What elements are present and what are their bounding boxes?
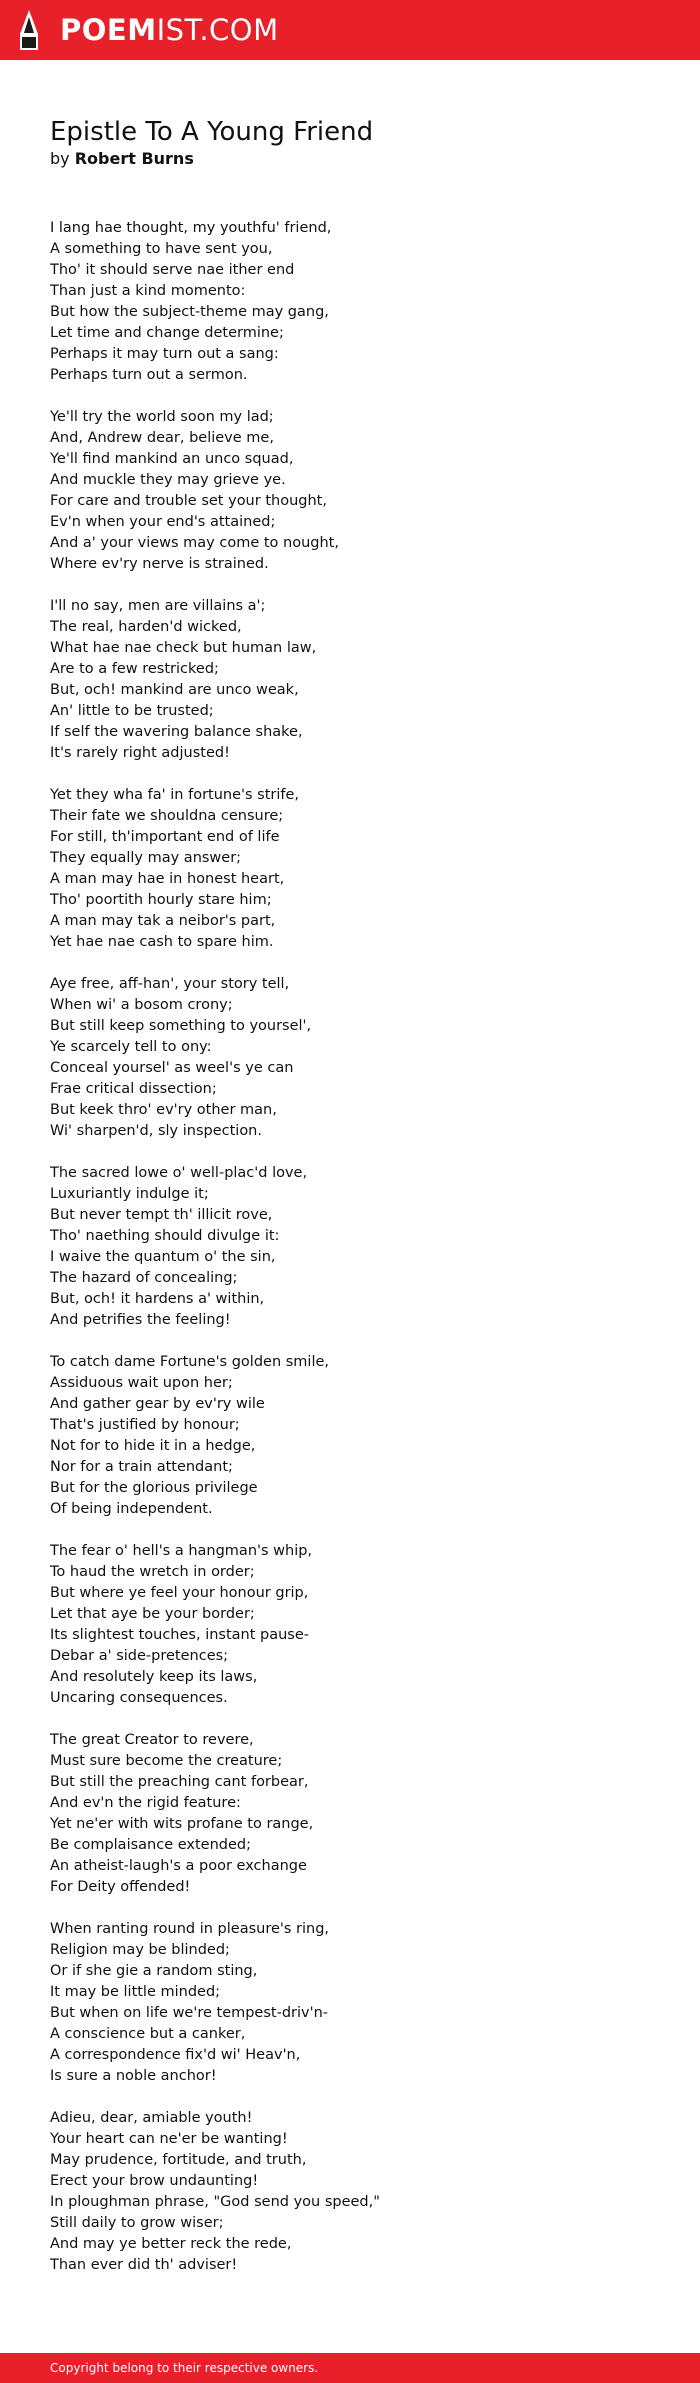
poem-line: An atheist-laugh's a poor exchange — [50, 1858, 307, 1874]
poem-line: Yet they wha fa' in fortune's strife, — [50, 787, 300, 803]
site-logo-link[interactable] — [18, 9, 279, 51]
poem-line: The great Creator to revere, — [50, 1732, 254, 1748]
poem-line: But never tempt th' illicit rove, — [50, 1207, 273, 1223]
byline-prefix: by — [50, 149, 70, 168]
poem-line: Tho' naething should divulge it: — [50, 1228, 280, 1244]
site-header — [0, 0, 700, 60]
poem-line: Perhaps turn out a sermon. — [50, 367, 248, 383]
poem-line: That's justified by honour; — [50, 1417, 240, 1433]
poem-line: Ev'n when your end's attained; — [50, 514, 276, 530]
poem-line: Ye scarcely tell to ony: — [50, 1039, 212, 1055]
poem-line: A man may tak a neibor's part, — [50, 913, 276, 929]
poem-line: A man may hae in honest heart, — [50, 871, 285, 887]
site-logo-text — [60, 9, 279, 51]
poem-stanza — [50, 407, 670, 575]
poem-line: Of being independent. — [50, 1501, 213, 1517]
poem-line: But when on life we're tempest-driv'n- — [50, 2005, 329, 2021]
poem-line: Is sure a noble anchor! — [50, 2068, 217, 2084]
poem-line: For still, th'important end of life — [50, 829, 280, 845]
poem-line: The hazard of concealing; — [50, 1270, 238, 1286]
poem-line: Perhaps it may turn out a sang: — [50, 346, 279, 362]
poem-body — [50, 218, 670, 2297]
poem-line: To catch dame Fortune's golden smile, — [50, 1354, 330, 1370]
poem-byline — [50, 148, 194, 170]
poem-line: Ye'll find mankind an unco squad, — [50, 451, 294, 467]
poem-stanza — [50, 596, 670, 764]
poem-line: Still daily to grow wiser; — [50, 2215, 224, 2231]
poem-line: Tho' it should serve nae ither end — [50, 262, 295, 278]
poem-line: Assiduous wait upon her; — [50, 1375, 233, 1391]
poem-line: Not for to hide it in a hedge, — [50, 1438, 256, 1454]
poem-line: Than just a kind momento: — [50, 283, 246, 299]
logo-light-part: IST.COM — [156, 13, 279, 47]
poem-line: And resolutely keep its laws, — [50, 1669, 258, 1685]
poem-line: A conscience but a canker, — [50, 2026, 246, 2042]
poem-line: The sacred lowe o' well-plac'd love, — [50, 1165, 308, 1181]
poem-line: Tho' poortith hourly stare him; — [50, 892, 272, 908]
poem-line: Nor for a train attendant; — [50, 1459, 233, 1475]
poem-line: What hae nae check but human law, — [50, 640, 317, 656]
poem-line: But, och! mankind are unco weak, — [50, 682, 299, 698]
poem-line: In ploughman phrase, "God send you speed," — [50, 2194, 380, 2210]
poem-line: Or if she gie a random sting, — [50, 1963, 258, 1979]
logo-strong-part: POEM — [60, 13, 157, 47]
poem-line: Your heart can ne'er be wanting! — [50, 2131, 288, 2147]
poem-stanza — [50, 1352, 670, 1520]
site-footer — [0, 2353, 700, 2383]
poem-stanza — [50, 1730, 670, 1898]
poem-line: And a' your views may come to nought, — [50, 535, 339, 551]
poem-line: Let time and change determine; — [50, 325, 284, 341]
poem-line: I waive the quantum o' the sin, — [50, 1249, 276, 1265]
poem-line: The real, harden'd wicked, — [50, 619, 242, 635]
poem-line: I lang hae thought, my youthfu' friend, — [50, 220, 332, 236]
poem-line: A correspondence fix'd wi' Heav'n, — [50, 2047, 301, 2063]
poem-line: Aye free, aff-han', your story tell, — [50, 976, 290, 992]
poem-line: I'll no say, men are villains a'; — [50, 598, 266, 614]
poem-line: Be complaisance extended; — [50, 1837, 251, 1853]
poem-line: Yet hae nae cash to spare him. — [50, 934, 274, 950]
poem-line: Where ev'ry nerve is strained. — [50, 556, 269, 572]
poem-line: Let that aye be your border; — [50, 1606, 255, 1622]
author-name[interactable]: Robert Burns — [74, 149, 194, 168]
poem-line: Its slightest touches, instant pause- — [50, 1627, 310, 1643]
poem-line: May prudence, fortitude, and truth, — [50, 2152, 307, 2168]
poem-line: Their fate we shouldna censure; — [50, 808, 284, 824]
quill-pen-icon — [18, 9, 40, 51]
poem-line: To haud the wretch in order; — [50, 1564, 255, 1580]
poem-line: Luxuriantly indulge it; — [50, 1186, 209, 1202]
poem-line: For Deity offended! — [50, 1879, 191, 1895]
poem-line: And petrifies the feeling! — [50, 1312, 231, 1328]
poem-line: But, och! it hardens a' within, — [50, 1291, 265, 1307]
poem-line: Adieu, dear, amiable youth! — [50, 2110, 253, 2126]
poem-stanza — [50, 785, 670, 953]
poem-line: Erect your brow undaunting! — [50, 2173, 259, 2189]
poem-line: When ranting round in pleasure's ring, — [50, 1921, 330, 1937]
poem-line: Debar a' side-pretences; — [50, 1648, 229, 1664]
poem-stanza — [50, 1919, 670, 2087]
poem-line: Conceal yoursel' as weel's ye can — [50, 1060, 294, 1076]
poem-line: Ye'll try the world soon my lad; — [50, 409, 274, 425]
poem-line: But for the glorious privilege — [50, 1480, 258, 1496]
copyright-notice: Copyright belong to their respective owners. — [50, 2361, 319, 2375]
poem-stanza — [50, 1163, 670, 1331]
poem-line: A something to have sent you, — [50, 241, 273, 257]
poem-line: But still the preaching cant forbear, — [50, 1774, 309, 1790]
poem-line: And, Andrew dear, believe me, — [50, 430, 274, 446]
poem-line: For care and trouble set your thought, — [50, 493, 327, 509]
poem-line: But still keep something to yoursel', — [50, 1018, 312, 1034]
poem-line: And may ye better reck the rede, — [50, 2236, 292, 2252]
poem-line: Are to a few restricked; — [50, 661, 219, 677]
poem-line: And muckle they may grieve ye. — [50, 472, 286, 488]
poem-line: But where ye feel your honour grip, — [50, 1585, 309, 1601]
poem-line: But keek thro' ev'ry other man, — [50, 1102, 277, 1118]
poem-line: Yet ne'er with wits profane to range, — [50, 1816, 314, 1832]
poem-line: Than ever did th' adviser! — [50, 2257, 238, 2273]
poem-stanza — [50, 974, 670, 1142]
poem-line: An' little to be trusted; — [50, 703, 214, 719]
poem-line: Wi' sharpen'd, sly inspection. — [50, 1123, 262, 1139]
poem-stanza — [50, 218, 670, 386]
poem-line: It's rarely right adjusted! — [50, 745, 230, 761]
poem-line: But how the subject-theme may gang, — [50, 304, 329, 320]
poem-line: And ev'n the rigid feature: — [50, 1795, 241, 1811]
poem-line: Frae critical dissection; — [50, 1081, 217, 1097]
poem-line: Uncaring consequences. — [50, 1690, 228, 1706]
poem-line: The fear o' hell's a hangman's whip, — [50, 1543, 313, 1559]
poem-stanza — [50, 1541, 670, 1709]
poem-line: Religion may be blinded; — [50, 1942, 230, 1958]
poem-line: If self the wavering balance shake, — [50, 724, 303, 740]
poem-line: Must sure become the creature; — [50, 1753, 283, 1769]
poem-title: Epistle To A Young Friend — [50, 117, 374, 147]
poem-line: They equally may answer; — [50, 850, 242, 866]
poem-stanza — [50, 2108, 670, 2276]
poem-line: It may be little minded; — [50, 1984, 221, 2000]
poem-line: When wi' a bosom crony; — [50, 997, 233, 1013]
poem-line: And gather gear by ev'ry wile — [50, 1396, 265, 1412]
